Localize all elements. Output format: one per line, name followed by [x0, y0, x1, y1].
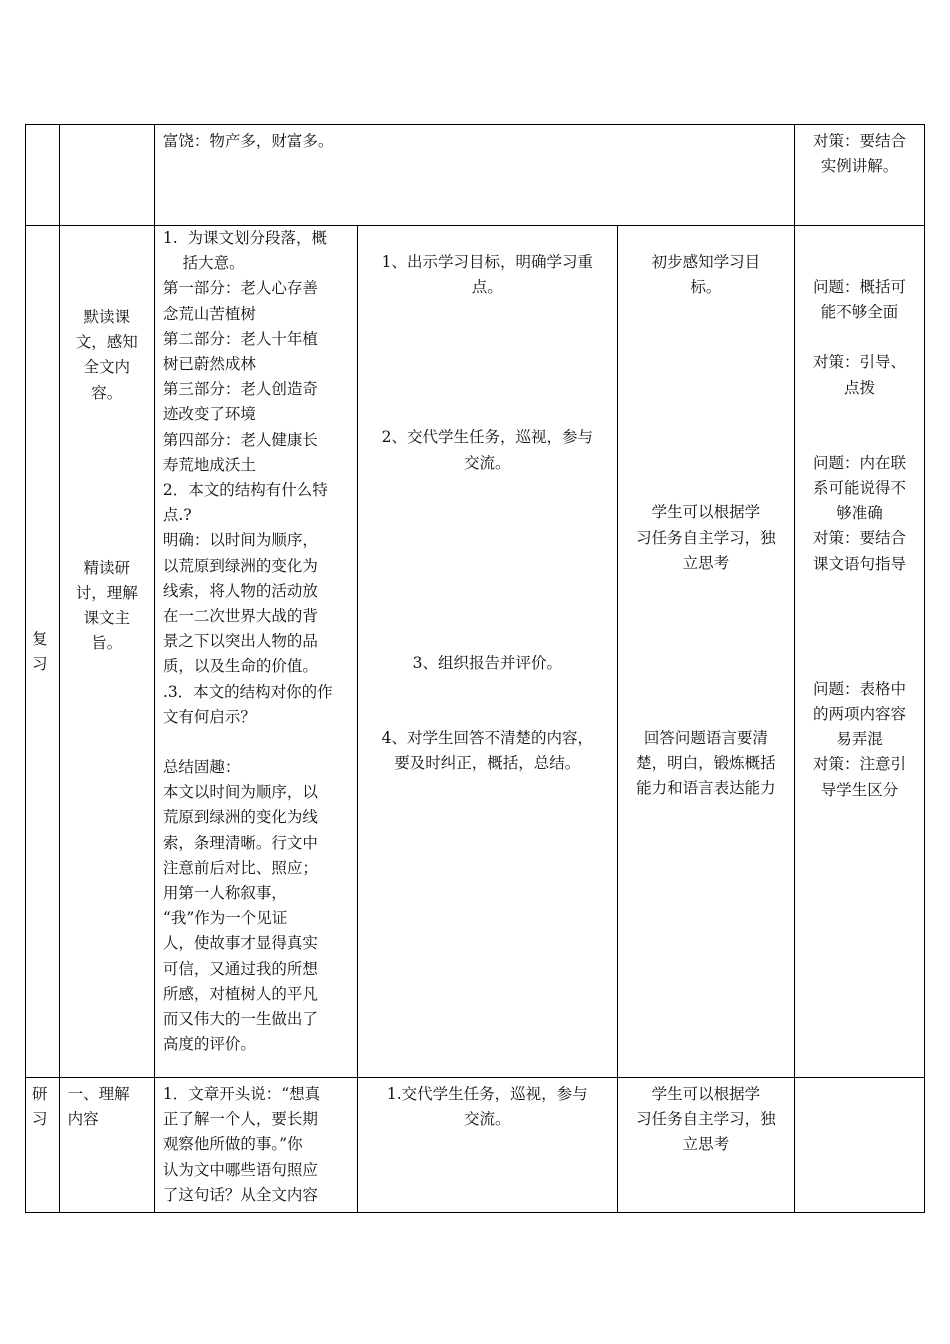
content-line: 认为文中哪些语句照应: [162, 1160, 318, 1179]
strategy-line: 问题：内在联: [812, 453, 906, 472]
teacher-line: 1、出示学习目标，明确学习重: [381, 253, 593, 271]
table-row-continuation: [26, 125, 925, 226]
stage-cell-study: [26, 1078, 60, 1213]
content-line: 富饶：物产多，财富多。: [162, 132, 334, 150]
student-line: 习任务自主学习，独: [636, 528, 776, 547]
goal-line: 内容: [67, 1110, 99, 1129]
teacher-line: 3、组织报告并评价。: [412, 653, 562, 672]
content-line: 点.?: [162, 506, 192, 525]
table-row-study: [26, 1078, 925, 1213]
student-line: 学生可以根据学: [651, 503, 761, 522]
goal-line: 一、理解: [67, 1085, 130, 1103]
content-line: 索，条理清晰。行文中: [162, 833, 318, 852]
strategy-line: 点拨: [843, 378, 875, 397]
student-cell-review: [617, 226, 794, 1078]
content-line: 人，使故事才显得真实: [162, 934, 318, 953]
content-line: 明确：以时间为顺序，: [162, 531, 318, 550]
student-line: 楚，明白，锻炼概括: [636, 754, 776, 773]
content-line: 总结固趣：: [162, 758, 241, 777]
strategy-line: 对策：要结合: [812, 529, 906, 548]
content-line: 括大意。: [162, 254, 245, 273]
content-cell-study: [154, 1078, 357, 1213]
goal-line: 旨。: [91, 634, 123, 653]
content-line: 第一部分：老人心存善: [162, 279, 318, 298]
content-line: 树已蔚然成林: [162, 355, 256, 374]
content-line: 文有何启示？: [162, 707, 256, 726]
strategy-line: 对策：引导、: [812, 353, 906, 372]
strategy-line: 对策：要结合: [812, 132, 906, 150]
goal-line: 容。: [91, 383, 123, 402]
content-line: 线索，将人物的活动放: [162, 581, 318, 600]
content-line: 所感，对植树人的平凡: [162, 984, 318, 1003]
content-line: 在一二次世界大战的背: [162, 607, 318, 626]
content-blank-line: [163, 730, 349, 755]
content-line: 观察他所做的事。”你: [162, 1135, 303, 1154]
strategy-line: 系可能说得不: [812, 479, 906, 498]
stage-cell-review: [26, 226, 60, 1078]
content-line: 1. 为课文划分段落，概: [162, 229, 328, 247]
strategy-cell-review: [794, 226, 924, 1078]
content-line: 质，以及生命的价值。: [162, 657, 318, 676]
strategy-line: 问题：表格中: [812, 679, 906, 698]
student-line: 初步感知学习目: [651, 253, 761, 271]
strategy-line: 对策：注意引: [812, 755, 906, 774]
strategy-cell: [794, 125, 924, 226]
content-line: 迹改变了环境: [162, 405, 256, 424]
student-line: 立思考: [682, 1135, 730, 1154]
strategy-line: 导学生区分: [820, 780, 899, 799]
content-line: 可信，又通过我的所想: [162, 959, 318, 978]
content-line: “我”作为一个见证: [162, 909, 288, 928]
goal-cell-empty: [59, 125, 154, 226]
teacher-line: 2、交代学生任务，巡视，参与: [381, 428, 593, 447]
content-line: 正了解一个人，要长期: [162, 1110, 318, 1129]
goal-line: 默读课: [83, 308, 131, 326]
student-line: 习任务自主学习，独: [636, 1110, 776, 1129]
strategy-line: 够准确: [836, 504, 883, 523]
teacher-line: 4、对学生回答不清楚的内容，: [381, 729, 593, 748]
table-row-review: [26, 226, 925, 1078]
goal-line: 精读研: [83, 558, 131, 577]
goal-cell-review: [59, 226, 154, 1078]
goal-line: 课文主: [83, 609, 131, 628]
goal-line: 讨，理解: [75, 584, 138, 603]
content-line: 2．本文的结构有什么特: [162, 481, 328, 500]
lesson-plan-table: [25, 124, 925, 1213]
stage-cell-empty: [26, 125, 60, 226]
content-line: 第四部分：老人健康长: [162, 430, 318, 449]
strategy-line: 课文语句指导: [812, 554, 906, 573]
teacher-cell-review: [357, 226, 617, 1078]
stage-label: 研习: [32, 1085, 48, 1128]
strategy-line: 能不够全面: [820, 303, 899, 322]
stage-label: 复习: [32, 629, 48, 673]
content-line: 本文以时间为顺序，以: [162, 783, 318, 802]
goal-cell-study: [59, 1078, 154, 1213]
student-line: 回答问题语言要清: [643, 729, 768, 748]
content-cell-review: [154, 226, 357, 1078]
content-line: 而又伟大的一生做出了: [162, 1010, 318, 1029]
content-line: 第二部分：老人十年植: [162, 329, 318, 348]
teacher-cell-study: [357, 1078, 617, 1213]
teacher-line: 要及时纠正，概括，总结。: [394, 754, 581, 773]
strategy-cell-study-empty: [794, 1078, 924, 1213]
strategy-line: 易弄混: [836, 730, 883, 749]
content-line: 荒原到绿洲的变化为线: [162, 808, 318, 827]
student-line: 能力和语言表达能力: [636, 779, 776, 798]
content-line: 以荒原到绿洲的变化为: [162, 556, 318, 575]
content-line: 1．文章开头说：“想真: [162, 1085, 321, 1103]
content-line: 高度的评价。: [162, 1035, 256, 1054]
strategy-line: 的两项内容容: [812, 705, 906, 724]
goal-line: 文，感知: [75, 333, 138, 352]
content-cell: [154, 125, 794, 226]
teacher-line: 交流。: [464, 453, 511, 472]
goal-line: 全文内: [83, 358, 131, 377]
content-line: 了这句话？从全文内容: [162, 1185, 318, 1204]
strategy-line: 实例讲解。: [820, 157, 899, 176]
student-line: 立思考: [682, 553, 730, 572]
student-line: 学生可以根据学: [651, 1085, 761, 1103]
content-line: 第三部分：老人创造奇: [162, 380, 318, 399]
strategy-line: 问题：概括可: [812, 278, 906, 296]
teacher-line: 交流。: [464, 1110, 511, 1129]
student-line: 标。: [690, 278, 722, 297]
content-line: 寿荒地成沃土: [162, 455, 256, 474]
content-line: 念荒山苦植树: [162, 304, 256, 323]
teacher-line: 点。: [471, 278, 503, 297]
content-line: 用第一人称叙事，: [162, 884, 287, 903]
content-line: 注意前后对比、照应；: [162, 858, 318, 877]
student-cell-study: [617, 1078, 794, 1213]
content-line: .3．本文的结构对你的作: [162, 682, 333, 701]
content-line: 景之下以突出人物的品: [162, 632, 318, 651]
teacher-line: 1.交代学生任务，巡视，参与: [386, 1085, 588, 1103]
